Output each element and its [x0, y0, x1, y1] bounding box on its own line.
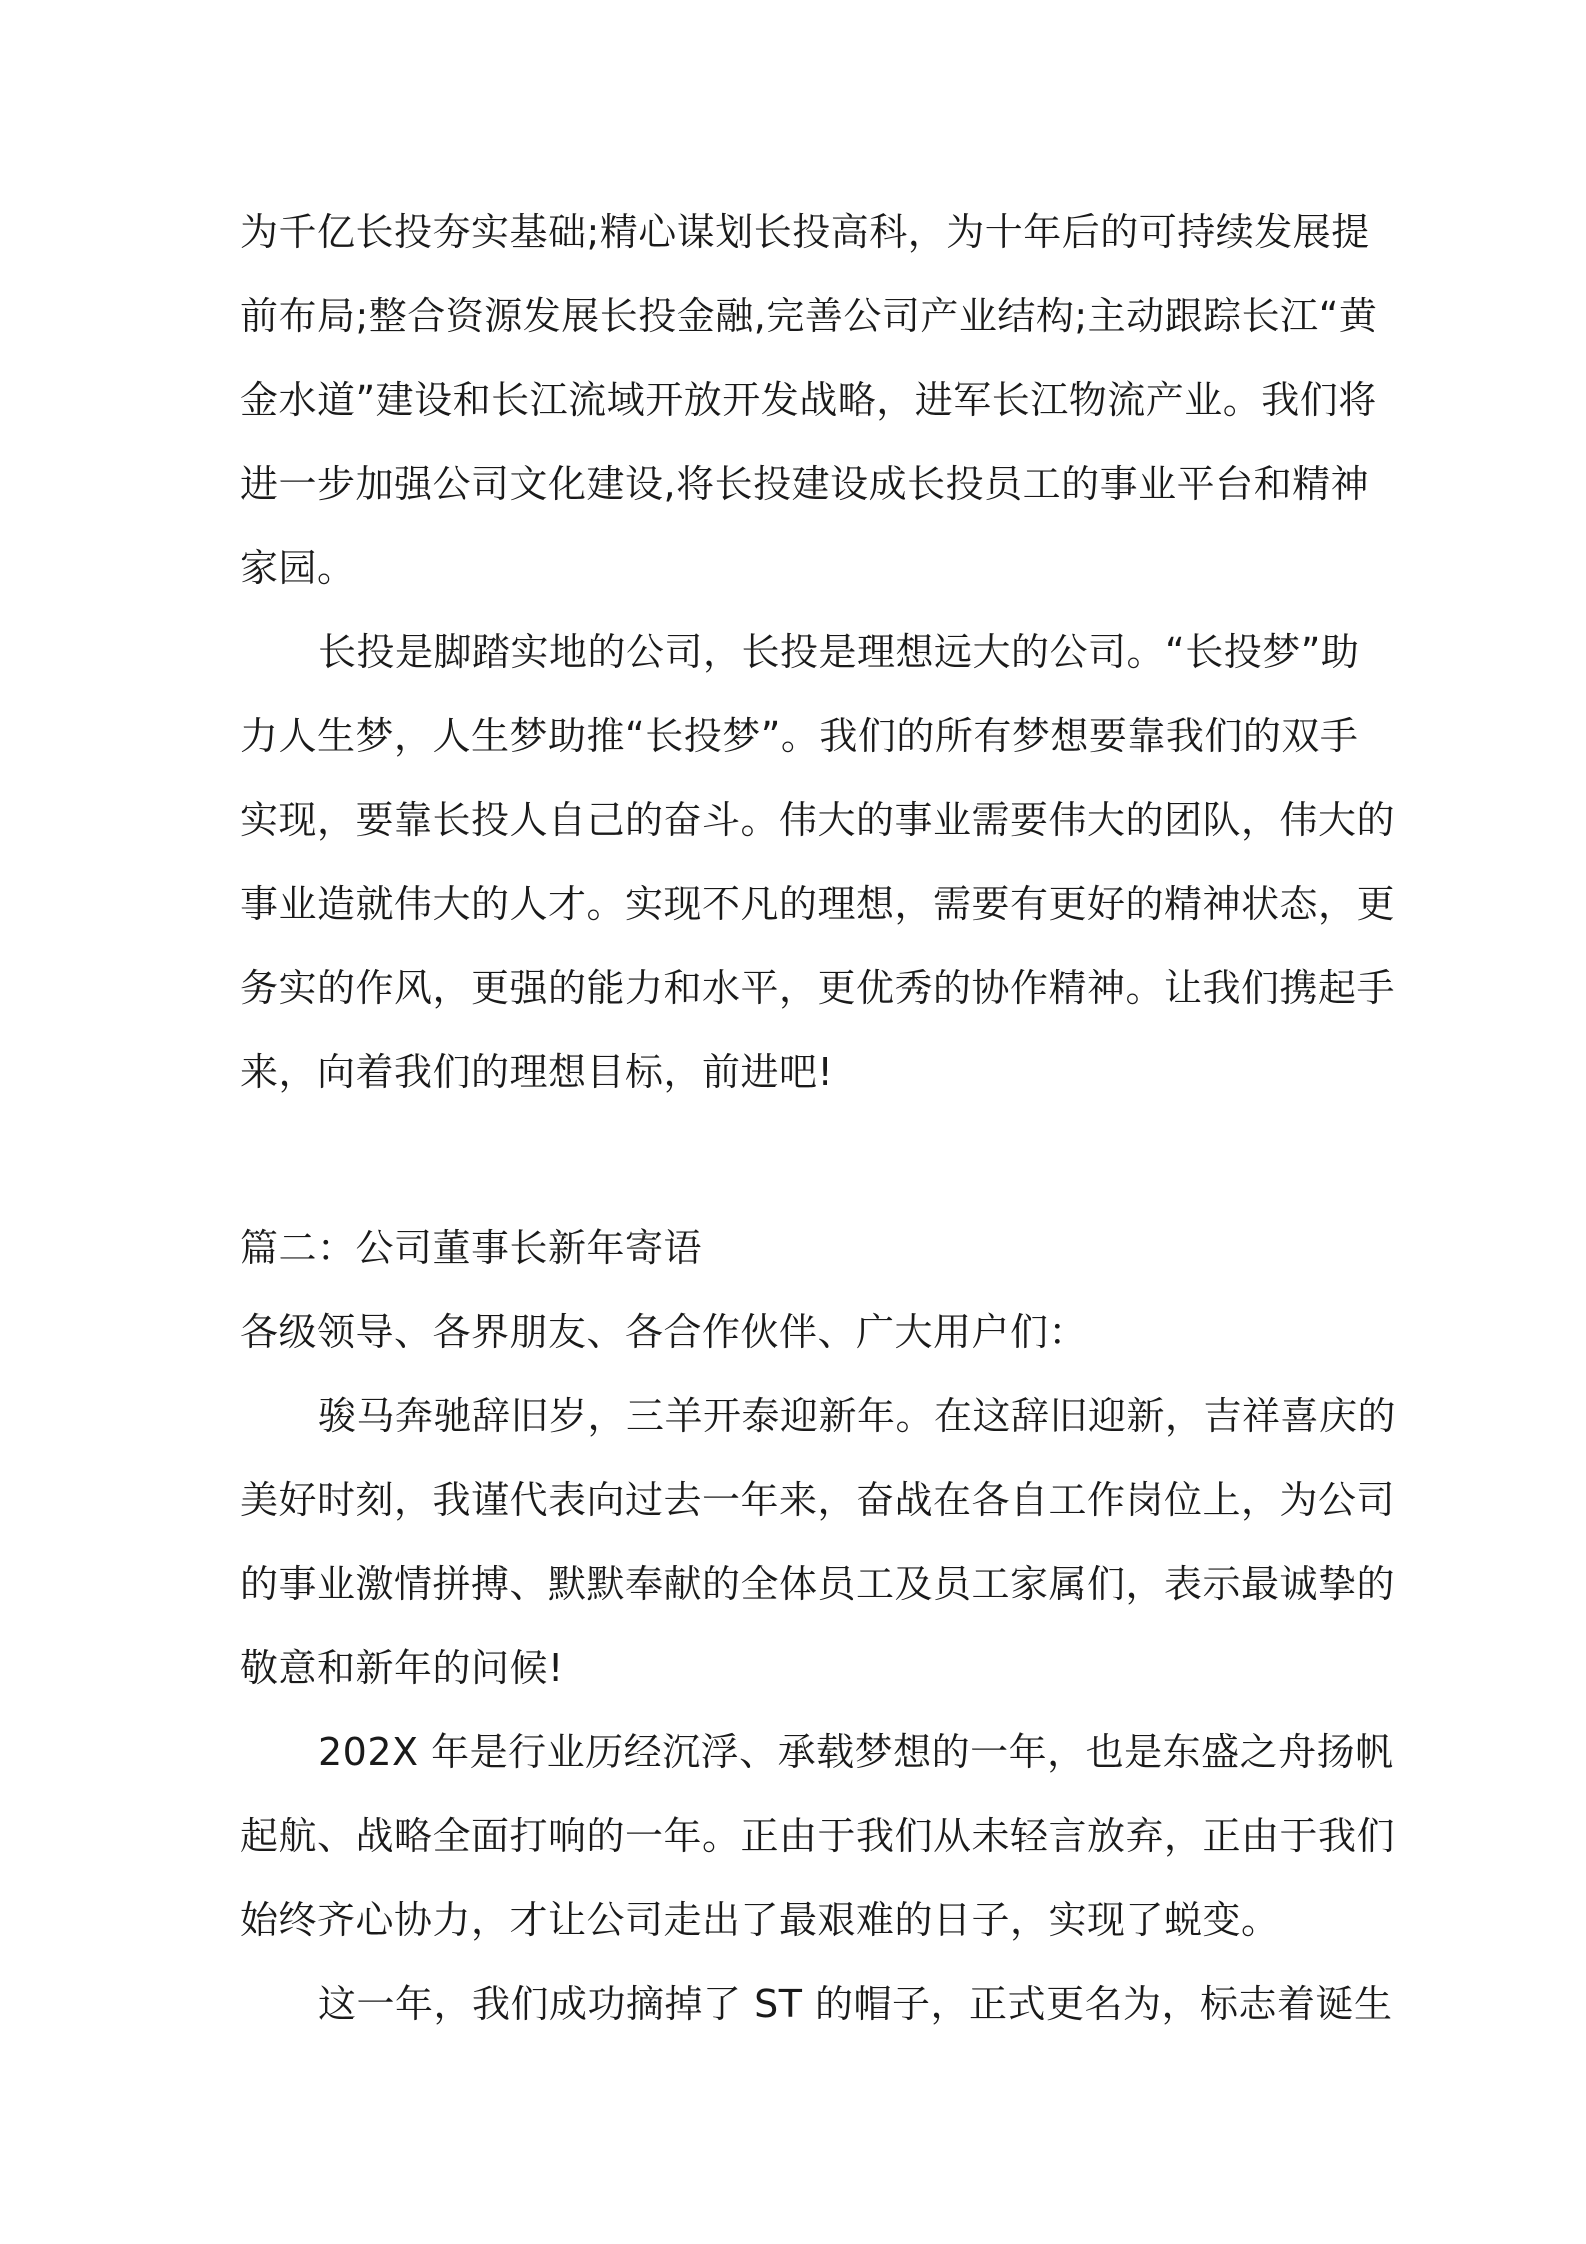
text-line: 美好时刻，我谨代表向过去一年来，奋战在各自工作岗位上，为公司 [240, 1478, 1396, 1522]
text-line: 敬意和新年的问候! [240, 1646, 564, 1690]
text-line: 的事业激情拼搏、默默奉献的全体员工及员工家属们，表示最诚挚的 [240, 1562, 1396, 1606]
section-spacer [240, 1114, 1350, 1206]
paragraph-4 [240, 1710, 1396, 1962]
paragraph-5 [240, 1962, 1393, 2046]
text-line: 前布局;整合资源发展长投金融,完善公司产业结构;主动跟踪长江“黄 [240, 294, 1378, 338]
paragraph-2 [240, 610, 1396, 1114]
paragraph-1 [240, 190, 1378, 610]
salutation: 各级领导、各界朋友、各合作伙伴、广大用户们： [240, 1310, 1088, 1354]
text-line: 金水道”建设和长江流域开放开发战略，进军长江物流产业。我们将 [240, 378, 1377, 422]
paragraph-3 [240, 1374, 1397, 1710]
text-line: 进一步加强公司文化建设,将长投建设成长投员工的事业平台和精神 [240, 462, 1370, 506]
text-line: 实现，要靠长投人自己的奋斗。伟大的事业需要伟大的团队，伟大的 [240, 798, 1396, 842]
text-line: 力人生梦，人生梦助推“长投梦”。我们的所有梦想要靠我们的双手 [240, 714, 1359, 758]
text-line: 始终齐心协力，才让公司走出了最艰难的日子，实现了蜕变。 [240, 1898, 1280, 1942]
text-line: 长投是脚踏实地的公司，长投是理想远大的公司。“长投梦”助 [318, 630, 1360, 674]
text-line: 这一年，我们成功摘掉了 ST 的帽子，正式更名为，标志着诞生 [318, 1982, 1393, 2026]
text-line: 事业造就伟大的人才。实现不凡的理想，需要有更好的精神状态，更 [240, 882, 1396, 926]
text-line: 起航、战略全面打响的一年。正由于我们从未轻言放弃，正由于我们 [240, 1814, 1396, 1858]
document-page [240, 190, 1397, 2046]
text-line: 来，向着我们的理想目标，前进吧! [240, 1050, 834, 1094]
text-line: 为千亿长投夯实基础;精心谋划长投高科，为十年后的可持续发展提 [240, 210, 1370, 254]
text-line: 家园。 [240, 546, 356, 590]
text-line: 202X 年是行业历经沉浮、承载梦想的一年，也是东盛之舟扬帆 [318, 1730, 1394, 1774]
section-title: 篇二：公司董事长新年寄语 [240, 1226, 703, 1270]
text-line: 骏马奔驰辞旧岁，三羊开泰迎新年。在这辞旧迎新，吉祥喜庆的 [318, 1394, 1397, 1438]
text-line: 务实的作风，更强的能力和水平，更优秀的协作精神。让我们携起手 [240, 966, 1396, 1010]
